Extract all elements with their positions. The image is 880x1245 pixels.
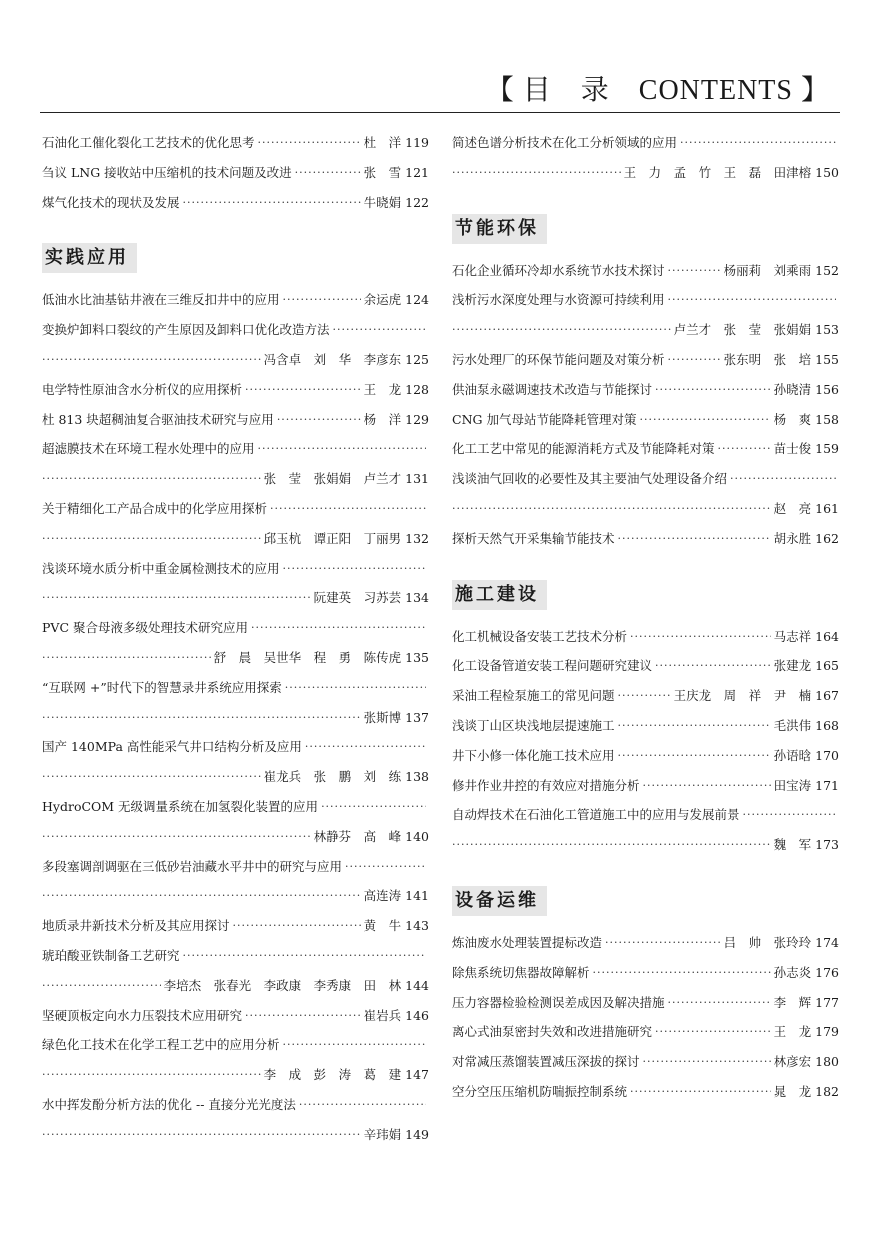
dot-leader [42, 703, 361, 733]
entry-author-page: 林彦宏 180 [773, 1054, 839, 1070]
dot-leader [593, 958, 771, 988]
entry-author-page: 魏 军 173 [773, 837, 839, 853]
entry-title: CNG 加气母站节能降耗管理对策 [452, 411, 637, 427]
dot-leader [655, 1017, 771, 1047]
entry-author: 牛晓娟 [363, 194, 402, 210]
toc-entry[interactable] [42, 643, 429, 673]
entry-author-page: 卢兰才 张 莹 张娟娟 153 [673, 322, 839, 338]
entry-page: 121 [405, 164, 429, 180]
toc-entry[interactable] [452, 345, 839, 375]
entry-page: 119 [405, 135, 429, 150]
dot-leader [42, 1060, 261, 1090]
toc-entry[interactable] [42, 703, 429, 733]
dot-leader [42, 822, 311, 852]
toc-entry[interactable] [452, 434, 839, 464]
entry-author-page: 赵 亮 161 [773, 500, 839, 516]
entry-title: 国产 140MPa 高性能采气井口结构分析及应用 [42, 739, 302, 755]
entry-author: 杜 洋 [363, 135, 402, 150]
dot-leader [42, 524, 261, 554]
entry-author-page: 苗士俊 159 [773, 441, 839, 457]
toc-entry[interactable] [452, 256, 839, 286]
dot-leader [618, 711, 771, 741]
dot-leader [42, 1120, 361, 1150]
dot-leader [258, 434, 426, 464]
entry-author-page: 李 成 彭 涛 葛 建 147 [263, 1067, 429, 1083]
entry-author-page: 高连涛 141 [363, 888, 429, 904]
toc-entry[interactable] [42, 464, 429, 494]
entry-title: 离心式油泵密封失效和改进措施研究 [452, 1024, 653, 1040]
toc-entry[interactable] [452, 375, 839, 405]
section-header-construction [452, 554, 839, 622]
entry-title: 绿色化工技术在化学工程工艺中的应用分析 [42, 1037, 280, 1053]
entry-title: 化工设备管道安装工程问题研究建议 [452, 658, 653, 674]
dot-leader [618, 681, 671, 711]
entry-title: 低油水比油基钻井液在三维反扣井中的应用 [42, 292, 280, 308]
entry-author-page: 王 力 孟 竹 王 磊 田津榕 150 [623, 164, 839, 180]
entry-author-page: 冯含卓 刘 华 李彦东 125 [263, 351, 429, 367]
entry-page: 122 [405, 194, 429, 210]
entry-title: 石化企业循环冷却水系统节水技术探讨 [452, 262, 665, 278]
toc-entry[interactable] [452, 741, 839, 771]
entry-title: 污水处理厂的环保节能问题及对策分析 [452, 351, 665, 367]
entry-author-page: 张东明 张 培 155 [723, 351, 839, 367]
dot-leader [42, 464, 261, 494]
entry-author-page: 孙晓清 156 [773, 381, 839, 397]
dot-leader [345, 852, 426, 882]
dot-leader [643, 1047, 771, 1077]
entry-author-page: 邱玉杭 谭正阳 丁丽男 132 [263, 530, 429, 546]
entry-title: 浅谈丁山区块浅地层提速施工 [452, 717, 615, 733]
entry-author-page: 晁 龙 182 [773, 1083, 839, 1099]
toc-entry[interactable] [452, 771, 839, 801]
dot-leader [668, 285, 836, 315]
dot-leader [730, 464, 836, 494]
toc-entry[interactable] [42, 494, 429, 524]
entry-title: “互联网 +”时代下的智慧录井系统应用探索 [42, 679, 282, 695]
dot-leader [743, 800, 836, 830]
toc-entry[interactable] [452, 651, 839, 681]
entry-author-page: 余运虎 124 [363, 292, 429, 308]
entry-author-page: 孙志炎 176 [773, 964, 839, 980]
dot-leader [680, 128, 836, 158]
dot-leader [630, 622, 771, 652]
dot-leader [668, 988, 771, 1018]
dot-leader [299, 1090, 426, 1120]
dot-leader [452, 494, 771, 524]
toc-entry[interactable] [452, 1017, 839, 1047]
dot-leader [285, 673, 426, 703]
entry-author-page: 杨丽莉 刘乘雨 152 [723, 262, 839, 278]
toc-entry[interactable] [452, 711, 839, 741]
toc-entry[interactable] [452, 1077, 839, 1107]
dot-leader [452, 830, 771, 860]
section-header-practice [42, 217, 429, 285]
toc-entry[interactable] [42, 345, 429, 375]
entry-title: HydroCOM 无级调量系统在加氢裂化装置的应用 [42, 798, 319, 814]
entry-title: 供油泵永磁调速技术改造与节能探讨 [452, 381, 653, 397]
entry-title: 变换炉卸料口裂纹的产生原因及卸料口优化改造方法 [42, 322, 330, 338]
toc-entry[interactable] [42, 1090, 429, 1120]
entry-title: 修井作业井控的有效应对措施分析 [452, 777, 640, 793]
entry-title: 空分空压压缩机防喘振控制系统 [452, 1083, 628, 1099]
toc-entry[interactable] [452, 958, 839, 988]
toc-entry[interactable] [42, 941, 429, 971]
entry-title: 简述色谱分析技术在化工分析领域的应用 [452, 135, 678, 150]
dot-leader [452, 315, 671, 345]
entry-author-page: 田宝涛 171 [773, 777, 839, 793]
entry-author-page: 林静芬 高 峰 140 [313, 828, 429, 844]
page-title: 【 目 录 CONTENTS 】 [485, 75, 830, 106]
toc-entry[interactable] [42, 1060, 429, 1090]
toc-entry[interactable] [42, 732, 429, 762]
toc-entry[interactable] [42, 583, 429, 613]
toc-entry[interactable] [42, 971, 429, 1001]
dot-leader [639, 405, 770, 435]
dot-leader [42, 762, 261, 792]
toc-entry[interactable] [452, 405, 839, 435]
entry-title: 刍议 LNG 接收站中压缩机的技术问题及改进 [42, 164, 292, 180]
section-label: 节能环保 [452, 214, 547, 244]
section-label: 设备运维 [452, 886, 547, 916]
toc-entry[interactable] [42, 792, 429, 822]
dot-leader [305, 732, 426, 762]
entry-author-page: 舒 晨 吴世华 程 勇 陈传虎 135 [213, 649, 429, 665]
dot-leader [668, 256, 721, 286]
toc-entry[interactable] [452, 158, 839, 188]
toc-entry[interactable] [42, 762, 429, 792]
entry-title: 化工机械设备安装工艺技术分析 [452, 628, 628, 644]
entry-author-page: 杨 洋 129 [363, 411, 429, 427]
toc-entry[interactable] [452, 830, 839, 860]
entry-author-page: 张斯博 137 [363, 709, 429, 725]
dot-leader [42, 881, 361, 911]
dot-leader [251, 613, 426, 643]
entry-title: 化工工艺中常见的能源消耗方式及节能降耗对策 [452, 441, 715, 457]
dot-leader [333, 315, 426, 345]
dot-leader [321, 792, 426, 822]
entry-title: 采油工程检泵施工的常见问题 [452, 688, 615, 704]
entry-title: 煤气化技术的现状及发展 [42, 194, 180, 210]
dot-leader [655, 375, 771, 405]
dot-leader [42, 971, 161, 1001]
dot-leader [270, 494, 426, 524]
dot-leader [258, 128, 361, 158]
dot-leader [283, 285, 361, 315]
entry-author-page: 李培杰 张春光 李政康 李秀康 田 林 144 [163, 977, 429, 993]
entry-author-page: 黄 牛 143 [363, 918, 429, 934]
dot-leader [618, 524, 771, 554]
entry-title: 石油化工催化裂化工艺技术的优化思考 [42, 135, 255, 150]
entry-title: 浅析污水深度处理与水资源可持续利用 [452, 292, 665, 308]
page-header [40, 62, 840, 113]
entry-title: 探析天然气开采集输节能技术 [452, 530, 615, 546]
entry-title: 浅谈环境水质分析中重金属检测技术的应用 [42, 560, 280, 576]
entry-title: 自动焊技术在石油化工管道施工中的应用与发展前景 [452, 807, 740, 823]
toc-left-column [42, 128, 429, 1150]
toc-entry[interactable] [452, 681, 839, 711]
entry-author-page: 王 龙 128 [363, 381, 429, 397]
entry-author-page: 崔岩兵 146 [363, 1007, 429, 1023]
dot-leader [245, 1001, 361, 1031]
dot-leader [42, 345, 261, 375]
entry-author-page: 孙语晗 170 [773, 747, 839, 763]
dot-leader [452, 158, 621, 188]
section-label: 实践应用 [42, 243, 137, 273]
toc-entry[interactable] [452, 928, 839, 958]
entry-title: 井下小修一体化施工技术应用 [452, 747, 615, 763]
toc-entry[interactable] [42, 852, 429, 882]
entry-author-page: 张建龙 165 [773, 658, 839, 674]
dot-leader [277, 405, 361, 435]
dot-leader [283, 554, 426, 584]
dot-leader [718, 434, 771, 464]
entry-author-page: 马志祥 164 [773, 628, 839, 644]
section-header-maintenance [452, 860, 839, 928]
entry-title: 杜 813 块超稠油复合驱油技术研究与应用 [42, 411, 274, 427]
toc-entry[interactable] [42, 881, 429, 911]
entry-author-page: 王 龙 179 [773, 1024, 839, 1040]
dot-leader [668, 345, 721, 375]
entry-title: 超滤膜技术在环境工程水处理中的应用 [42, 441, 255, 457]
toc-entry[interactable] [42, 434, 429, 464]
toc-entry[interactable] [42, 375, 429, 405]
section-header-energy [452, 188, 839, 256]
entry-author-page: 吕 帅 张玲玲 174 [723, 934, 839, 950]
entry-title: 琥珀酸亚铁制备工艺研究 [42, 947, 180, 963]
toc-entry[interactable] [42, 405, 429, 435]
toc-right-column [452, 128, 839, 1107]
toc-entry[interactable] [42, 1001, 429, 1031]
dot-leader [233, 911, 361, 941]
dot-leader [630, 1077, 771, 1107]
dot-leader [42, 583, 311, 613]
entry-author-page: 阮建英 习苏芸 134 [313, 590, 429, 606]
dot-leader [183, 941, 426, 971]
entry-author-page: 王庆龙 周 祥 尹 楠 167 [673, 688, 839, 704]
entry-title: 电学特性原油含水分析仪的应用探析 [42, 381, 243, 397]
toc-entry[interactable] [42, 911, 429, 941]
entry-title: 水中挥发酚分析方法的优化 -- 直接分光光度法 [42, 1096, 296, 1112]
toc-entry[interactable] [452, 464, 839, 494]
toc-entry[interactable] [452, 622, 839, 652]
entry-title: 浅谈油气回收的必要性及其主要油气处理设备介绍 [452, 471, 728, 487]
dot-leader [42, 643, 211, 673]
toc-entry[interactable] [42, 315, 429, 345]
toc-entry[interactable] [42, 158, 429, 188]
entry-author-page: 张 莹 张娟娟 卢兰才 131 [263, 471, 429, 487]
toc-entry[interactable] [42, 613, 429, 643]
toc-entry[interactable] [42, 128, 429, 158]
entry-title: 多段塞调剖调驱在三低砂岩油藏水平井中的研究与应用 [42, 858, 343, 874]
toc-entry[interactable] [452, 988, 839, 1018]
entry-title: PVC 聚合母液多级处理技术研究应用 [42, 620, 248, 636]
toc-entry[interactable] [42, 673, 429, 703]
toc-entry[interactable] [452, 800, 839, 830]
entry-author-page: 崔龙兵 张 鹏 刘 练 138 [263, 769, 429, 785]
section-label: 施工建设 [452, 580, 547, 610]
toc-entry[interactable] [42, 554, 429, 584]
toc-entry[interactable] [42, 1030, 429, 1060]
entry-author-page: 胡永胜 162 [773, 530, 839, 546]
toc-entry[interactable] [452, 128, 839, 158]
entry-author-page: 毛洪伟 168 [773, 717, 839, 733]
entry-title: 压力容器检验检测误差成因及解决措施 [452, 994, 665, 1010]
toc-entry[interactable] [42, 1120, 429, 1150]
entry-title: 除焦系统切焦器故障解析 [452, 964, 590, 980]
toc-entry[interactable] [452, 524, 839, 554]
entry-title: 对常减压蒸馏装置减压深拔的探讨 [452, 1054, 640, 1070]
dot-leader [643, 771, 771, 801]
entry-author-page: 辛玮娟 149 [363, 1126, 429, 1142]
toc-entry[interactable] [42, 188, 429, 218]
entry-title: 坚硬顶板定向水力压裂技术应用研究 [42, 1007, 243, 1023]
dot-leader [655, 651, 771, 681]
entry-title: 关于精细化工产品合成中的化学应用探析 [42, 500, 268, 516]
toc-entry[interactable] [452, 1047, 839, 1077]
dot-leader [618, 741, 771, 771]
toc-entry[interactable] [452, 285, 839, 315]
dot-leader [295, 158, 361, 188]
dot-leader [245, 375, 361, 405]
toc-entry[interactable] [42, 524, 429, 554]
toc-entry[interactable] [42, 822, 429, 852]
dot-leader [283, 1030, 426, 1060]
entry-title: 地质录井新技术分析及其应用探讨 [42, 918, 230, 934]
dot-leader [605, 928, 721, 958]
toc-entry[interactable] [452, 494, 839, 524]
entry-author-page: 李 辉 177 [773, 994, 839, 1010]
entry-title: 炼油废水处理装置提标改造 [452, 934, 603, 950]
entry-author-page: 杨 爽 158 [773, 411, 839, 427]
dot-leader [183, 188, 361, 218]
toc-entry[interactable] [452, 315, 839, 345]
toc-entry[interactable] [42, 285, 429, 315]
entry-author: 张 雪 [363, 164, 402, 180]
